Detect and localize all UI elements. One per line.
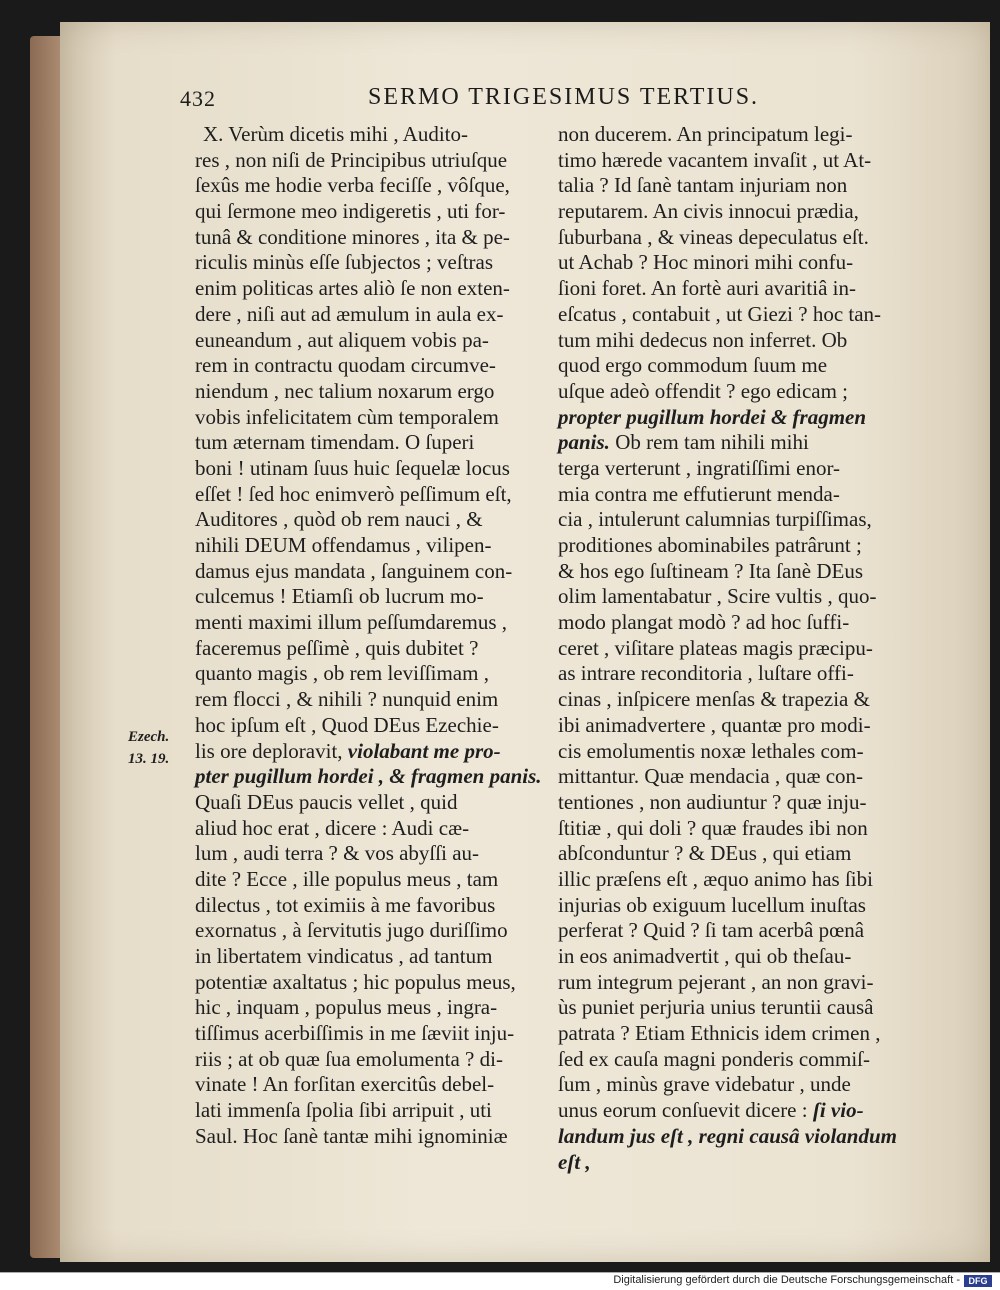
line-text: perferat ? Quid ? ſi tam acerbâ pœnâ xyxy=(558,918,865,943)
text-line xyxy=(558,790,918,816)
line-text: patrata ? Etiam Ethnicis idem crimen , xyxy=(558,1021,881,1046)
text-line xyxy=(558,944,918,970)
footer-bar xyxy=(0,1272,1000,1290)
text-line xyxy=(195,1098,545,1124)
right-text-column xyxy=(558,122,918,1175)
text-line xyxy=(558,918,918,944)
text-line xyxy=(195,533,545,559)
line-text: tentiones , non audiuntur ? quæ inju- xyxy=(558,789,867,814)
text-line xyxy=(195,764,545,790)
line-text: damus ejus mandata , ſanguinem con- xyxy=(195,558,513,583)
text-line xyxy=(558,1021,918,1047)
text-line xyxy=(195,430,545,456)
text-line xyxy=(195,122,545,148)
text-line xyxy=(195,1021,545,1047)
text-line xyxy=(195,713,545,739)
text-line xyxy=(558,456,918,482)
text-line xyxy=(558,713,918,739)
text-line xyxy=(558,739,918,765)
text-line xyxy=(558,199,918,225)
text-line xyxy=(195,1072,545,1098)
line-text: enim politicas artes aliò ſe non exten- xyxy=(195,276,510,301)
text-line xyxy=(195,918,545,944)
line-text: mittantur. Quæ mendacia , quæ con- xyxy=(558,764,864,789)
italic-text: propter pugillum hordei & fragmen xyxy=(558,404,867,429)
line-text: ſuburbana , & vineas depeculatus eſt. xyxy=(558,224,869,249)
line-text: cinas , inſpicere menſas & trapezia & xyxy=(558,687,870,712)
line-text: exornatus , à ſervitutis jugo duriſſimo xyxy=(195,918,508,943)
line-text: ſexûs me hodie verba feciſſe , vôſque, xyxy=(195,173,510,198)
line-text: ſtitiæ , qui doli ? quæ fraudes ibi non xyxy=(558,815,868,840)
line-text: ceret , viſitare plateas magis præcipu- xyxy=(558,635,873,660)
text-line xyxy=(195,456,545,482)
line-text: vinate ! An forſitan exercitûs debel- xyxy=(195,1072,495,1097)
line-text: eſſet ! ſed hoc enimverò peſſimum eſt, xyxy=(195,481,512,506)
text-line xyxy=(195,482,545,508)
line-text: ibi animadvertere , quantæ pro modi- xyxy=(558,712,871,737)
text-line xyxy=(195,1047,545,1073)
line-text: rem flocci , & nihili ? nunquid enim xyxy=(195,687,499,712)
italic-text: eſt , xyxy=(558,1149,591,1174)
running-head: SERMO TRIGESIMUS TERTIUS. xyxy=(368,84,760,110)
line-text: timo hærede vacantem invaſit , ut At- xyxy=(558,147,872,172)
line-text: reputarem. An civis innocui prædia, xyxy=(558,199,859,224)
line-text: X. Verùm dicetis mihi , Audito- xyxy=(203,122,469,146)
line-text: menti maximi illum peſſumdaremus , xyxy=(195,610,508,635)
text-line xyxy=(558,276,918,302)
line-text: dere , niſi aut ad æmulum in aula ex- xyxy=(195,301,504,326)
text-line xyxy=(558,995,918,1021)
line-text: rum integrum pejerant , an non gravi- xyxy=(558,969,874,994)
line-text: dite ? Ecce , ille populus meus , tam xyxy=(195,866,499,891)
text-line xyxy=(195,559,545,585)
text-line xyxy=(195,790,545,816)
line-text: hoc ipſum eſt , Quod DEus Ezechie- xyxy=(195,712,499,737)
line-text: boni ! utinam ſuus huic ſequelæ locus xyxy=(195,455,510,480)
line-text: niendum , nec talium noxarum ergo xyxy=(195,378,495,403)
text-line xyxy=(195,687,545,713)
line-text: riculis minùs eſſe ſubjectos ; veſtras xyxy=(195,250,494,275)
text-line xyxy=(195,636,545,662)
line-text: uſque adeò offendit ? ego edicam ; xyxy=(558,378,849,403)
line-text: hic , inquam , populus meus , ingra- xyxy=(195,995,498,1020)
text-line xyxy=(195,995,545,1021)
line-text: ut Achab ? Hoc minori mihi confu- xyxy=(558,250,854,275)
text-line xyxy=(195,816,545,842)
line-text: potentiæ axaltatus ; hic populus meus, xyxy=(195,969,516,994)
line-text: tum mihi dedecus non inferret. Ob xyxy=(558,327,848,352)
text-line xyxy=(195,970,545,996)
left-text-column xyxy=(195,122,545,1150)
text-line xyxy=(558,482,918,508)
text-line xyxy=(195,173,545,199)
line-text: olim lamentabatur , Scire vultis , quo- xyxy=(558,584,877,609)
line-text: non ducerem. An principatum legi- xyxy=(558,122,853,146)
line-text: quanto magis , ob rem leviſſimam , xyxy=(195,661,489,686)
line-text: aliud hoc erat , dicere : Audi cæ- xyxy=(195,815,470,840)
text-line xyxy=(558,507,918,533)
text-line xyxy=(195,328,545,354)
line-text: unus eorum conſuevit dicere : xyxy=(558,1098,813,1123)
text-line xyxy=(558,250,918,276)
text-line xyxy=(558,122,918,148)
text-line xyxy=(195,944,545,970)
text-line xyxy=(195,405,545,431)
margin-note-line: Ezech. xyxy=(128,729,170,745)
line-text: injurias ob exiguum lucellum inuſtas xyxy=(558,892,866,917)
text-line xyxy=(558,610,918,636)
dfg-logo: DFG xyxy=(964,1275,992,1287)
line-text: faceremus peſſimè , quis dubitet ? xyxy=(195,635,479,660)
line-text: abſconduntur ? & DEus , qui etiam xyxy=(558,841,852,866)
line-text: vobis infelicitatem cùm temporalem xyxy=(195,404,499,429)
text-line xyxy=(558,636,918,662)
text-line xyxy=(558,867,918,893)
text-line xyxy=(195,841,545,867)
text-line xyxy=(558,379,918,405)
line-text: proditiones abominabiles patrârunt ; xyxy=(558,533,862,557)
line-text: in libertatem vindicatus , ad tantum xyxy=(195,944,493,968)
text-line xyxy=(558,841,918,867)
line-text: modo plangat modò ? ad hoc ſuffi- xyxy=(558,610,850,635)
line-text: ſioni foret. An fortè auri avaritiâ in- xyxy=(558,276,856,301)
text-line xyxy=(195,225,545,251)
line-text: Saul. Hoc ſanè tantæ mihi ignominiæ xyxy=(195,1123,508,1148)
line-text: eſcatus , contabuit , ut Giezi ? hoc tan- xyxy=(558,301,882,326)
line-text: cis emolumentis noxæ lethales com- xyxy=(558,738,864,763)
italic-text: landum jus eſt , regni causâ violandum xyxy=(558,1123,897,1148)
text-line xyxy=(558,1150,918,1176)
text-line xyxy=(195,661,545,687)
line-text: lum , audi terra ? & vos abyſſi au- xyxy=(195,841,480,866)
line-text: Quaſi DEus paucis vellet , quid xyxy=(195,789,458,814)
text-line xyxy=(558,584,918,610)
text-line xyxy=(558,1124,918,1150)
line-text: lati immenſa ſpolia ſibi arripuit , uti xyxy=(195,1098,492,1123)
text-line xyxy=(558,687,918,713)
text-line xyxy=(558,1047,918,1073)
text-line xyxy=(558,661,918,687)
italic-text: ſi vio- xyxy=(812,1098,864,1123)
line-text: terga verterunt , ingratiſſimi enor- xyxy=(558,455,841,480)
line-text: in eos animadvertit , qui ob theſau- xyxy=(558,944,852,968)
text-line xyxy=(558,559,918,585)
line-text: lis ore deploravit, xyxy=(195,738,348,763)
text-line xyxy=(558,430,918,456)
text-line xyxy=(558,1072,918,1098)
italic-text: violabant me pro- xyxy=(347,738,501,763)
text-line xyxy=(195,276,545,302)
line-text: mia contra me effutierunt menda- xyxy=(558,481,840,506)
text-line xyxy=(195,610,545,636)
line-text: qui ſermone meo indigeretis , uti for- xyxy=(195,199,506,224)
line-text: illic præſens eſt , æquo animo has ſibi xyxy=(558,866,873,891)
line-text: culcemus ! Etiamſi ob lucrum mo- xyxy=(195,584,484,609)
text-line xyxy=(195,379,545,405)
text-line xyxy=(195,199,545,225)
margin-note-line: 13. 19. xyxy=(128,751,170,767)
line-text: ùs puniet perjuria unius teruntii causâ xyxy=(558,995,874,1020)
line-text: & hos ego ſuſtineam ? Ita ſanè DEus xyxy=(558,558,864,583)
text-line xyxy=(195,302,545,328)
italic-text: panis. xyxy=(558,430,610,455)
text-line xyxy=(195,353,545,379)
line-text: dilectus , tot eximiis à me favoribus xyxy=(195,892,496,917)
line-text: res , non niſi de Principibus utriuſque xyxy=(195,147,508,172)
italic-text: pter pugillum hordei , & fragmen panis. xyxy=(195,764,542,789)
text-line xyxy=(195,739,545,765)
line-text: tum æternam timendam. O ſuperi xyxy=(195,430,475,455)
line-text: cia , intulerunt calumnias turpiſſimas, xyxy=(558,507,872,532)
line-text: ſed ex cauſa magni ponderis commiſ- xyxy=(558,1046,870,1071)
text-line xyxy=(195,250,545,276)
line-text: euneandum , aut aliquem vobis pa- xyxy=(195,327,489,352)
text-line xyxy=(558,173,918,199)
line-text: ſum , minùs grave videbatur , unde xyxy=(558,1072,851,1097)
line-text: as intrare reconditoria , luſtare offi- xyxy=(558,661,854,686)
text-line xyxy=(195,1124,545,1150)
line-text: quod ergo commodum ſuum me xyxy=(558,353,828,378)
text-line xyxy=(558,353,918,379)
text-line xyxy=(195,893,545,919)
line-text: tiſſimus acerbiſſimis in me ſæviit inju- xyxy=(195,1021,515,1046)
text-line xyxy=(195,584,545,610)
page-number: 432 xyxy=(180,86,216,111)
text-line xyxy=(558,533,918,559)
line-text: riis ; at ob quæ ſua emolumenta ? di- xyxy=(195,1046,503,1071)
text-line xyxy=(558,148,918,174)
line-text: Auditores , quòd ob rem nauci , & xyxy=(195,507,483,532)
line-text: tunâ & conditione minores , ita & pe- xyxy=(195,224,510,249)
text-line xyxy=(558,970,918,996)
text-line xyxy=(558,893,918,919)
text-line xyxy=(558,328,918,354)
text-line xyxy=(558,225,918,251)
text-line xyxy=(558,302,918,328)
margin-note xyxy=(128,726,169,770)
line-text: rem in contractu quodam circumve- xyxy=(195,353,496,378)
line-text: nihili DEUM offendamus , vilipen- xyxy=(195,533,492,557)
text-line xyxy=(558,405,918,431)
text-line xyxy=(195,148,545,174)
text-line xyxy=(558,1098,918,1124)
line-text: Ob rem tam nihili mihi xyxy=(609,430,809,455)
text-line xyxy=(558,764,918,790)
footer-credit: Digitalisierung gefördert durch die Deutsche Forschungsgemeinschaft - xyxy=(613,1274,960,1286)
line-text: talia ? Id ſanè tantam injuriam non xyxy=(558,173,848,198)
text-line xyxy=(195,867,545,893)
text-line xyxy=(195,507,545,533)
text-line xyxy=(558,816,918,842)
